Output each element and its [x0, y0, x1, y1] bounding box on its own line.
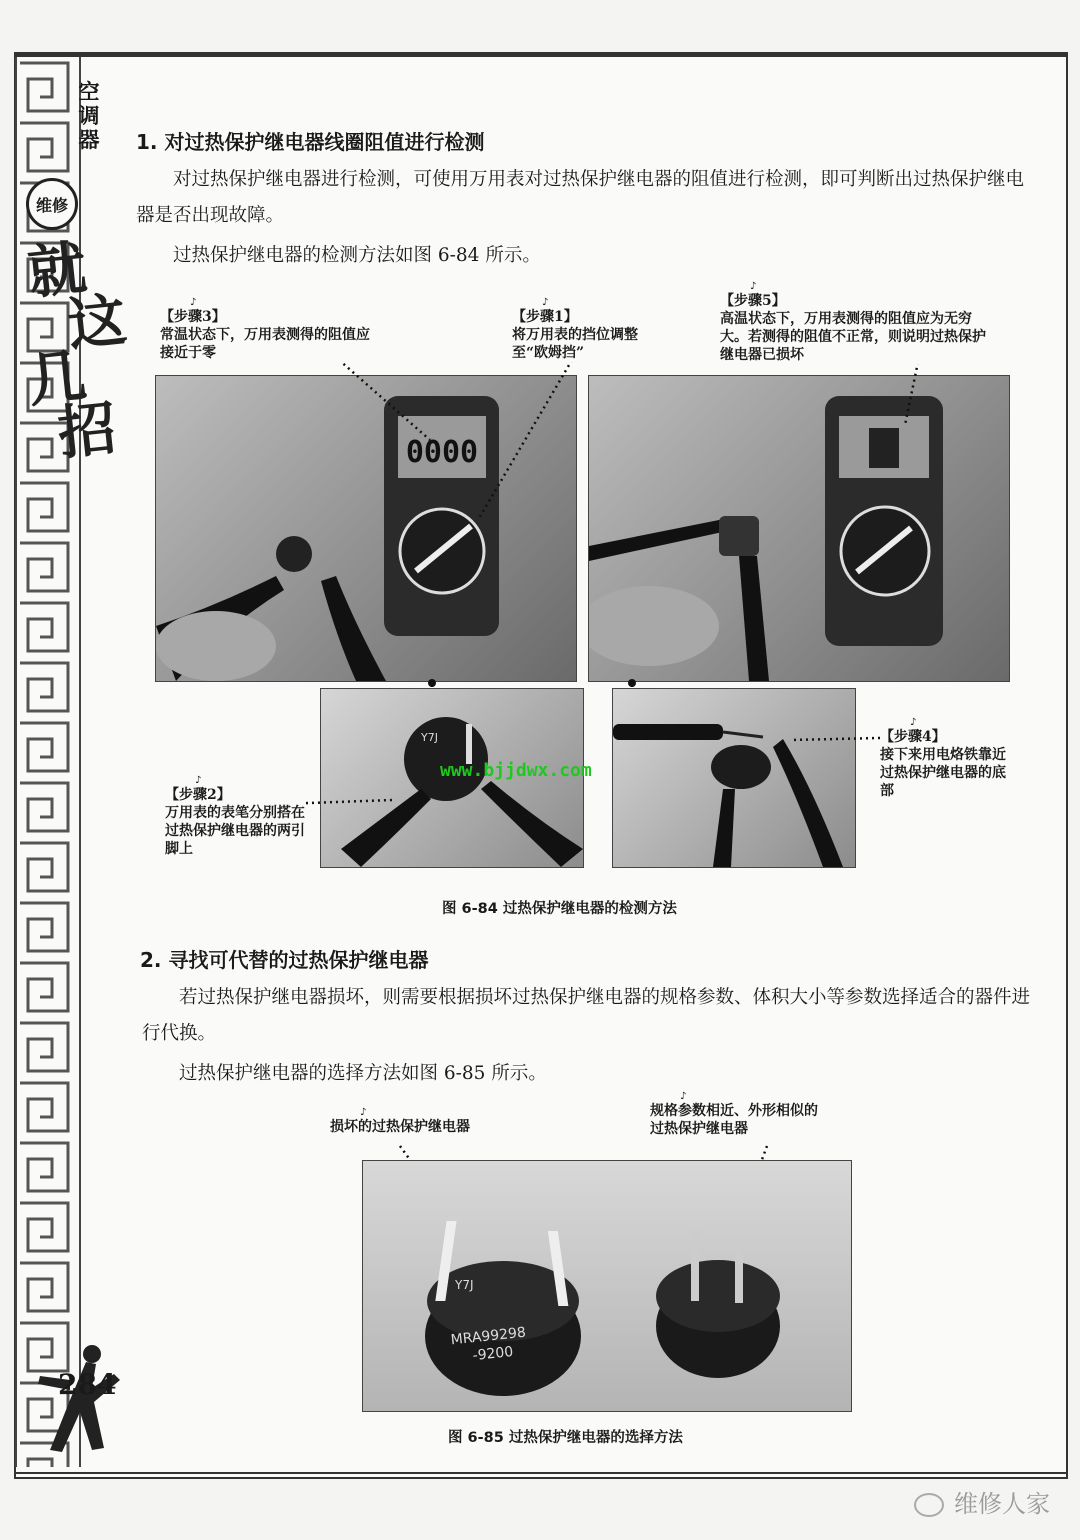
- section2-para1: 若过热保护继电器损坏，则需要根据损坏过热保护继电器的规格参数、体积大小等参数选择适合的器件进行代换。: [142, 987, 1031, 1044]
- relay-label-2: MRA99298: [450, 1324, 527, 1349]
- relay-label-1: Y7J: [455, 1278, 474, 1292]
- callout-step4: ♪ 【步骤4】 接下来用电烙铁靠近过热保护继电器的底部: [880, 717, 1006, 799]
- series-title-char: 招: [54, 393, 120, 468]
- series-title-char: 就: [24, 233, 90, 308]
- callout-step1-title: 【步骤1】: [512, 309, 578, 325]
- bottom-rule: [14, 1472, 1066, 1474]
- callout-step4-title: 【步骤4】: [880, 729, 946, 745]
- callout-step1: ♪ 【步骤1】 将万用表的挡位调整至“欧姆挡”: [512, 297, 638, 361]
- section1-heading: 1. 对过热保护继电器线圈阻值进行检测: [136, 130, 485, 154]
- watermark-url: www.bjjdwx.com: [440, 760, 592, 781]
- callout-replacement-relay-text: 规格参数相近、外形相似的过热保护继电器: [650, 1103, 818, 1137]
- callout-step5-title: 【步骤5】: [720, 293, 786, 309]
- footer-brand: [914, 1484, 1050, 1519]
- callout-step2-title: 【步骤2】: [165, 787, 231, 803]
- callout-step2-text: 万用表的表笔分别搭在过热保护继电器的两引脚上: [165, 805, 305, 857]
- relay-label-3: -9200: [471, 1343, 515, 1365]
- section2-para2: 过热保护继电器的选择方法如图 6-85 所示。: [179, 1063, 547, 1084]
- section2-heading: 2. 寻找可代替的过热保护继电器: [140, 948, 429, 972]
- wechat-icon: [914, 1493, 944, 1517]
- page-number: 284: [58, 1368, 117, 1401]
- callout-step3: ♪ 【步骤3】 常温状态下，万用表测得的阻值应接近于零: [160, 297, 370, 361]
- side-category-label: 空调器: [78, 80, 100, 152]
- series-title-char: 几: [24, 341, 90, 416]
- callout-step1-text: 将万用表的挡位调整至“欧姆挡”: [512, 327, 638, 361]
- relay-marking-text: Y7J: [421, 731, 438, 744]
- meter-reading-left: 0000: [405, 435, 479, 470]
- callout-damaged-relay: ♪ 损坏的过热保护继电器: [330, 1108, 510, 1136]
- section1-para2: 过热保护继电器的检测方法如图 6-84 所示。: [173, 245, 541, 266]
- callout-step5-text: 高温状态下，万用表测得的阻值应为无穷大。若测得的阻值不正常，则说明过热保护继电器已损坏: [720, 311, 986, 363]
- section1-para1: 对过热保护继电器进行检测，可使用万用表对过热保护继电器的阻值进行检测，即可判断出过热保护继电器是否出现故障。: [136, 169, 1025, 226]
- callout-step4-text: 接下来用电烙铁靠近过热保护继电器的底部: [880, 747, 1006, 799]
- footer-brand-text: 维修人家: [954, 1490, 1050, 1518]
- callout-step3-text: 常温状态下，万用表测得的阻值应接近于零: [160, 327, 370, 361]
- series-title-char: 这: [64, 285, 130, 359]
- photo-relay-comparison: [362, 1160, 852, 1412]
- callout-step3-title: 【步骤3】: [160, 309, 226, 325]
- figure84-caption: 图 6-84 过热保护继电器的检测方法: [442, 901, 677, 917]
- callout-step2: ♪ 【步骤2】 万用表的表笔分别搭在过热保护继电器的两引脚上: [165, 775, 305, 857]
- figure85-caption: 图 6-85 过热保护继电器的选择方法: [448, 1430, 683, 1446]
- callout-replacement-relay: ♪ 规格参数相近、外形相似的过热保护继电器: [650, 1092, 828, 1138]
- repair-seal: 维修: [26, 178, 78, 230]
- callout-step5: ♪ 【步骤5】 高温状态下，万用表测得的阻值应为无穷大。若测得的阻值不正常，则说明过热保护继电器已损坏: [720, 282, 996, 364]
- callout-damaged-relay-text: 损坏的过热保护继电器: [330, 1119, 470, 1135]
